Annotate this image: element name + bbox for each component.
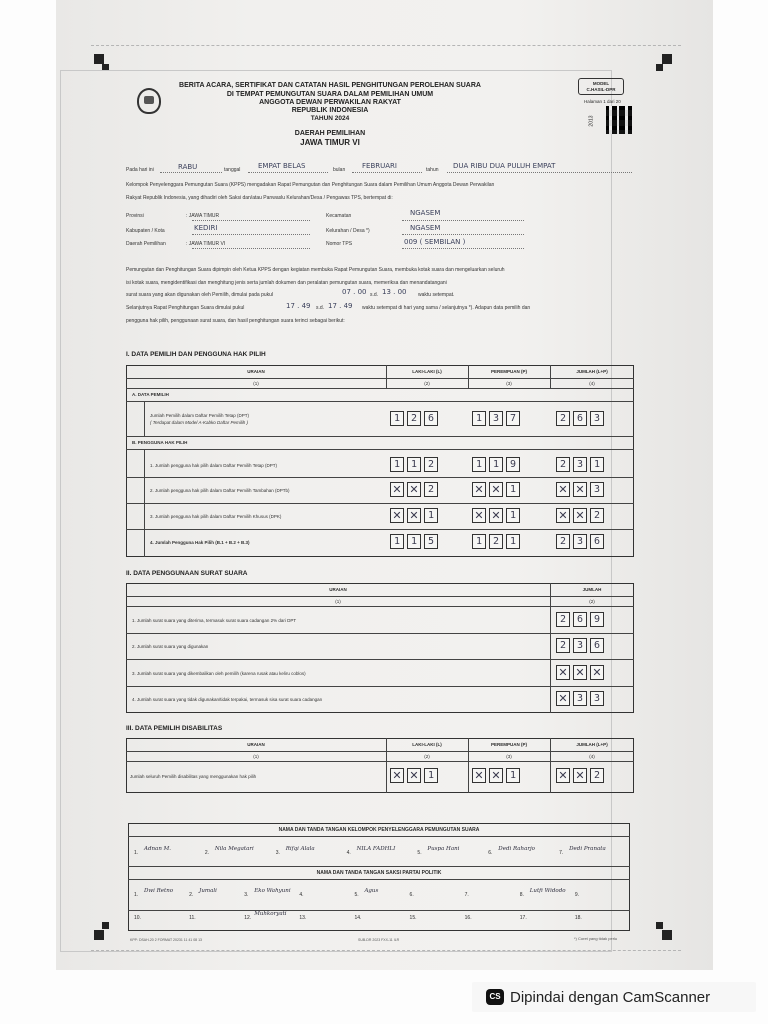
voting-end-time: 13 . 00 (382, 288, 407, 296)
signature-number: 14. (354, 915, 362, 921)
dotted-underline (192, 248, 310, 249)
procedure-text: pengguna hak pilih, penggunaan surat suara, dan hasil penghitungan suara terinci sebagai berikut: (126, 318, 345, 324)
signature-number: 2. (204, 850, 210, 856)
col-number: (4) (589, 754, 595, 759)
kabupaten-label: Kabupaten / Kota (126, 228, 165, 234)
registration-mark (94, 54, 104, 64)
col-header-jumlah: JUMLAH (L+P) (576, 369, 608, 374)
table-rule (128, 879, 630, 880)
table-rule (126, 401, 634, 402)
digit-box: 3 (573, 534, 587, 549)
digit-group-b3-l (390, 508, 438, 523)
digit-box: 3 (573, 457, 587, 472)
form-year: TAHUN 2024 (310, 115, 350, 122)
model-badge (578, 78, 624, 95)
signature-number: 7. (464, 892, 469, 898)
tanggal-value: EMPAT BELAS (258, 162, 306, 170)
signature-name: Nila Megatari (214, 846, 254, 852)
signature-name: Muhkoryati (254, 911, 287, 917)
digit-box: 1 (506, 482, 520, 497)
intro-paragraph: Rakyat Republik Indonesia, yang dihadiri oleh Saksi dan/atau Panwaslu Kelurahan/Desa / Pengawas TPS, bertempat di: (126, 195, 393, 201)
col-header-perempuan: PEREMPUAN (P) (490, 369, 527, 374)
signature-name: Rifqi Alala (285, 846, 315, 852)
digit-group-b4-p (472, 534, 520, 549)
signature-number: 10. (134, 915, 141, 921)
procedure-text: isi kotak suara, mengidentifikasi dan menghitung jenis serta jumlah dokumen dan peralatan pemungutan suara, memeriksa dan menandatangani (126, 280, 447, 286)
dotted-underline (248, 172, 328, 173)
signature-number: 7. (559, 850, 564, 856)
provinsi-label: Provinsi (126, 213, 144, 219)
footnote: *) Coret yang tidak perlu (574, 936, 618, 941)
tps-value: 009 ( SEMBILAN ) (404, 238, 466, 246)
digit-box: 2 (556, 612, 570, 627)
row-label-ss3: 3. Jumlah surat suara yang dikembalikan oleh pemilih (karena rusak atau keliru coblos) (132, 671, 306, 676)
digit-group-a-j (556, 411, 604, 426)
digit-group-ss3 (556, 665, 604, 680)
table-rule (126, 761, 634, 762)
digit-group-b3-j (556, 508, 604, 523)
digit-box: 1 (506, 534, 520, 549)
signature-number: 4. (299, 892, 304, 898)
intro-paragraph: Kelompok Penyelenggara Pemungutan Suara (KPPS) mengadakan Rapat Pemungutan dan Penghitungan Suara dalam Pemilihan Umum Anggota Dewan Perwakilan (126, 182, 495, 188)
table-rule (128, 866, 630, 867)
digit-group-b4-l (390, 534, 438, 549)
digit-box: ✕ (556, 665, 570, 680)
digit-group-ss2 (556, 638, 604, 653)
dotted-underline (192, 234, 310, 235)
kabupaten-value: KEDIRI (194, 224, 218, 232)
signature-number: 8. (519, 892, 524, 898)
digit-group-a-l (390, 411, 438, 426)
digit-group-dis-p (472, 768, 520, 783)
digit-box: ✕ (556, 482, 570, 497)
signature-number: 1. (134, 892, 139, 898)
table-rule (128, 910, 630, 911)
table-rule (126, 529, 634, 530)
table-rule (126, 751, 634, 752)
signature-number: 15. (409, 915, 417, 921)
digit-box: 7 (506, 411, 520, 426)
perforation-line (91, 45, 681, 46)
digit-box: 6 (424, 411, 438, 426)
digit-box: 1 (390, 534, 404, 549)
kecamatan-label: Kecamatan (326, 213, 352, 219)
voting-start-time: 07 . 00 (342, 288, 367, 296)
signature-number: 2. (189, 892, 194, 898)
digit-group-b4-j (556, 534, 604, 549)
procedure-text: surat suara yang akan digunakan oleh Pemilih, dimulai pada pukul (126, 292, 274, 298)
signature-name: NILA FADHLI (356, 846, 396, 852)
row-label-b2: 2. Jumlah pengguna hak pilih dalam Daftar Pemilih Tambahan (DPTb) (150, 488, 290, 493)
digit-box: ✕ (573, 482, 587, 497)
camscanner-logo-icon: CS (486, 989, 504, 1005)
table-rule (126, 436, 634, 437)
dapil-label: DAERAH PEMILIHAN (294, 130, 366, 137)
form-subtitle: REPUBLIK INDONESIA (291, 107, 369, 114)
signature-number: 11. (189, 915, 196, 921)
digit-box: 1 (472, 457, 486, 472)
row-label-disabilitas: Jumlah seluruh Pemilih disabilitas yang menggunakan hak pilih (130, 774, 257, 779)
table-rule (144, 449, 145, 557)
tahun-label: tahun (426, 167, 439, 173)
digit-group-b3-p (472, 508, 520, 523)
digit-box: 2 (556, 534, 570, 549)
camscanner-text: Dipindai dengan CamScanner (510, 988, 711, 1006)
digit-box: 2 (556, 638, 570, 653)
count-start-time: 17 . 49 (286, 302, 311, 310)
section-2-title: II. DATA PENGGUNAAN SURAT SUARA (126, 570, 248, 577)
digit-box: 3 (489, 411, 503, 426)
digit-group-a-p (472, 411, 520, 426)
dotted-underline (402, 220, 524, 221)
kelurahan-value: NGASEM (410, 224, 441, 232)
col-header-laki: LAKI-LAKI (L) (412, 369, 442, 374)
digit-box: ✕ (390, 508, 404, 523)
camscanner-watermark (472, 982, 756, 1012)
signature-number: 5. (354, 892, 359, 898)
digit-group-b1-j (556, 457, 604, 472)
col-header-uraian: URAIAN (247, 369, 265, 374)
document-number: 2013 (588, 115, 595, 127)
digit-box: ✕ (556, 691, 570, 706)
signature-number: 16. (464, 915, 472, 921)
digit-box: 2 (407, 411, 421, 426)
signature-table (128, 823, 630, 931)
digit-box: ✕ (556, 508, 570, 523)
signature-number: 18. (574, 915, 582, 921)
dotted-underline (352, 172, 422, 173)
row-label-dpt: Jumlah Pemilih dalam Daftar Pemilih Tetap (DPT) (150, 413, 249, 418)
digit-box: 2 (424, 457, 438, 472)
digit-group-dis-j (556, 768, 604, 783)
col-number: (3) (506, 754, 512, 759)
procedure-text: waktu setempat di hari yang sama / selanjutnya *). Adapun data pemilih dan (362, 305, 531, 311)
form-subtitle: ANGGOTA DEWAN PERWAKILAN RAKYAT (259, 99, 401, 106)
registration-mark (662, 54, 672, 64)
digit-box: ✕ (472, 508, 486, 523)
table-rule (126, 449, 634, 450)
dotted-underline (402, 248, 524, 249)
digit-box: ✕ (407, 768, 421, 783)
tanggal-label: tanggal (224, 167, 241, 173)
row-label-b4: 4. Jumlah Pengguna Hak Pilih (B.1 + B.2 + B.3) (150, 540, 250, 545)
digit-box: 1 (506, 768, 520, 783)
digit-box: ✕ (590, 665, 604, 680)
registration-mark (656, 922, 663, 929)
page-indicator: Halaman 1 dari 20 (584, 99, 621, 104)
sd-label: s.d. (370, 292, 379, 298)
digit-box: 2 (424, 482, 438, 497)
kecamatan-value: NGASEM (410, 209, 441, 217)
digit-group-dis-l (390, 768, 438, 783)
row-label-ss4: 4. Jumlah surat suara yang tidak digunakan/tidak terpakai, termasuk sisa surat suara cadangan (132, 697, 323, 702)
col-header-jumlah: JUMLAH (582, 587, 602, 592)
signature-number: 17. (519, 915, 527, 921)
footer-code: KPP: DSAH-20 2 FORMAT 20231 11 41 08 13 (130, 938, 202, 942)
provinsi-value: : JAWA TIMUR (186, 213, 220, 219)
col-number: (4) (589, 381, 595, 386)
digit-box: 9 (506, 457, 520, 472)
section-1-title: I. DATA PEMILIH DAN PENGGUNA HAK PILIH (126, 351, 266, 358)
col-header-uraian: URAIAN (247, 742, 265, 747)
digit-box: ✕ (573, 665, 587, 680)
table-rule (126, 596, 634, 597)
digit-box: 2 (556, 457, 570, 472)
digit-box: ✕ (556, 768, 570, 783)
count-end-time: 17 . 49 (328, 302, 353, 310)
dotted-underline (402, 234, 524, 235)
signature-number: 3. (275, 850, 280, 856)
digit-box: ✕ (573, 768, 587, 783)
dotted-underline (160, 172, 222, 173)
digit-box: ✕ (472, 482, 486, 497)
digit-box: 6 (590, 534, 604, 549)
digit-box: 1 (424, 508, 438, 523)
signature-name: Dwi Retno (144, 888, 174, 894)
digit-box: 1 (590, 457, 604, 472)
digit-box: 2 (489, 534, 503, 549)
row-label-ss1: 1. Jumlah surat suara yang diterima, termasuk surat suara cadangan 2% dari DPT (132, 618, 297, 623)
signature-number: 3. (244, 892, 249, 898)
col-number: (2) (589, 599, 595, 604)
row-label-ss2: 2. Jumlah surat suara yang digunakan (132, 644, 209, 649)
digit-box: 1 (407, 457, 421, 472)
signature-number: 5. (417, 850, 422, 856)
saksi-signature-title: NAMA DAN TANDA TANGAN SAKSI PARTAI POLITIK (316, 870, 442, 876)
digit-box: 3 (590, 482, 604, 497)
digit-box: 2 (590, 508, 604, 523)
digit-group-b1-l (390, 457, 438, 472)
col-number: (3) (506, 381, 512, 386)
model-code: C.HASIL-DPR (586, 87, 616, 92)
procedure-text: waktu setempat. (418, 292, 455, 298)
col-header-perempuan: PEREMPUAN (P) (490, 742, 527, 747)
signature-number: 13. (299, 915, 307, 921)
digit-box: 6 (573, 411, 587, 426)
col-number: (1) (253, 381, 259, 386)
digit-box: 1 (390, 457, 404, 472)
digit-group-b1-p (472, 457, 520, 472)
table-rule (126, 606, 634, 607)
row-note-dpt: ( Terdapat dalam Model A-Kabko Daftar Pemilih ) (150, 420, 248, 425)
dotted-underline (447, 172, 632, 173)
signature-number: 9. (574, 892, 580, 898)
col-number: (1) (253, 754, 259, 759)
dapil-field-label: Daerah Pemilihan (126, 241, 166, 247)
registration-mark (656, 64, 663, 71)
table-rule (126, 633, 634, 634)
kpps-signature-title: NAMA DAN TANDA TANGAN KELOMPOK PENYELENGGARA PEMUNGUTAN SUARA (278, 827, 480, 833)
digit-box: ✕ (407, 508, 421, 523)
digit-box: ✕ (489, 768, 503, 783)
sd-label: s.d. (316, 305, 325, 311)
digit-box: 9 (590, 612, 604, 627)
col-header-laki: LAKI-LAKI (L) (412, 742, 442, 747)
section-a-title: A. DATA PEMILIH (132, 392, 169, 397)
digit-box: 6 (573, 612, 587, 627)
digit-box: 1 (407, 534, 421, 549)
form-title: BERITA ACARA, SERTIFIKAT DAN CATATAN HASIL PENGHITUNGAN PEROLEHAN SUARA (179, 82, 481, 89)
digit-box: ✕ (390, 768, 404, 783)
digit-box: ✕ (489, 482, 503, 497)
signature-name: Adnan M. (144, 846, 171, 852)
digit-box: ✕ (489, 508, 503, 523)
digit-box: 1 (489, 457, 503, 472)
table-rule (126, 477, 634, 478)
digit-box: 2 (590, 768, 604, 783)
signature-number: 4. (346, 850, 351, 856)
section-b-title: B. PENGGUNA HAK PILIH (132, 440, 188, 445)
table-rule (144, 401, 145, 437)
tps-label: Nomor TPS (326, 241, 353, 247)
digit-group-b2-p (472, 482, 520, 497)
signature-name: Agus (364, 888, 379, 894)
signature-number: 6. (488, 850, 493, 856)
dapil-name: JAWA TIMUR VI (300, 138, 360, 147)
row-label-b1: 1. Jumlah pengguna hak pilih dalam Daftar Pemilih Tetap (DPT) (150, 463, 277, 468)
table-rule (126, 686, 634, 687)
form-subtitle: DI TEMPAT PEMUNGUTAN SUARA DALAM PEMILIHAN UMUM (226, 91, 434, 98)
hari-label: Pada hari ini (126, 167, 154, 173)
bulan-value: FEBRUARI (362, 162, 397, 170)
digit-group-b2-l (390, 482, 438, 497)
procedure-text: Selanjutnya Rapat Penghitungan Suara dimulai pukul (126, 305, 245, 311)
signature-name: Eko Wahyuni (254, 888, 291, 894)
kelurahan-label: Kelurahan / Desa *) (326, 228, 370, 234)
signature-number: 6. (409, 892, 414, 898)
dotted-underline (192, 220, 310, 221)
digit-box: 2 (556, 411, 570, 426)
digit-group-b2-j (556, 482, 604, 497)
signature-name: Lutfi Widodo (529, 888, 566, 894)
signature-name: Puspa Hani (427, 846, 460, 852)
signature-name: Dedi Pranata (569, 846, 606, 852)
procedure-text: Pemungutan dan Penghitungan Suara dipimpin oleh Ketua KPPS dengan kegiatan membuka Rapat Pemungutan Suara, membuka kotak suara dan mengeluarkan seluruh (126, 267, 505, 273)
footer-code: SUB-DR 2023 FXX-11 ILR (358, 938, 400, 942)
digit-group-ss4 (556, 691, 604, 706)
digit-box: 1 (472, 534, 486, 549)
digit-box: 1 (506, 508, 520, 523)
digit-box: ✕ (390, 482, 404, 497)
col-number: (2) (424, 754, 430, 759)
tahun-value: DUA RIBU DUA PULUH EMPAT (453, 162, 556, 170)
signature-name: Dedi Raharjo (498, 846, 535, 852)
table-rule (126, 659, 634, 660)
digit-box: 3 (573, 691, 587, 706)
col-header-jumlah: JUMLAH (L+P) (576, 742, 608, 747)
bulan-label: bulan (333, 167, 346, 173)
signature-number: 1. (134, 850, 139, 856)
digit-box: 1 (424, 768, 438, 783)
digit-box: 6 (590, 638, 604, 653)
table-rule (126, 388, 634, 389)
digit-box: 3 (590, 411, 604, 426)
table-rule (126, 503, 634, 504)
col-number: (1) (335, 599, 341, 604)
signature-number: 12. (244, 915, 252, 921)
digit-box: 3 (573, 638, 587, 653)
col-header-uraian: URAIAN (329, 587, 347, 592)
registration-mark (662, 930, 672, 940)
col-number: (2) (424, 381, 430, 386)
hari-value: RABU (178, 163, 198, 171)
model-label: MODEL (592, 81, 610, 86)
dapil-field-value: : JAWA TIMUR VI (186, 241, 226, 247)
digit-box: 5 (424, 534, 438, 549)
section-3-title: III. DATA PEMILIH DISABILITAS (126, 725, 223, 732)
digit-box: ✕ (573, 508, 587, 523)
qr-code-icon (606, 106, 632, 134)
table-rule (126, 378, 634, 379)
digit-box: 1 (390, 411, 404, 426)
digit-box: 1 (472, 411, 486, 426)
digit-box: ✕ (472, 768, 486, 783)
row-label-b3: 3. Jumlah pengguna hak pilih dalam Daftar Pemilih Khusus (DPK) (150, 514, 282, 519)
digit-group-ss1 (556, 612, 604, 627)
digit-box: 3 (590, 691, 604, 706)
table-rule (128, 836, 630, 837)
digit-box: ✕ (407, 482, 421, 497)
signature-name: Jumali (199, 888, 217, 894)
